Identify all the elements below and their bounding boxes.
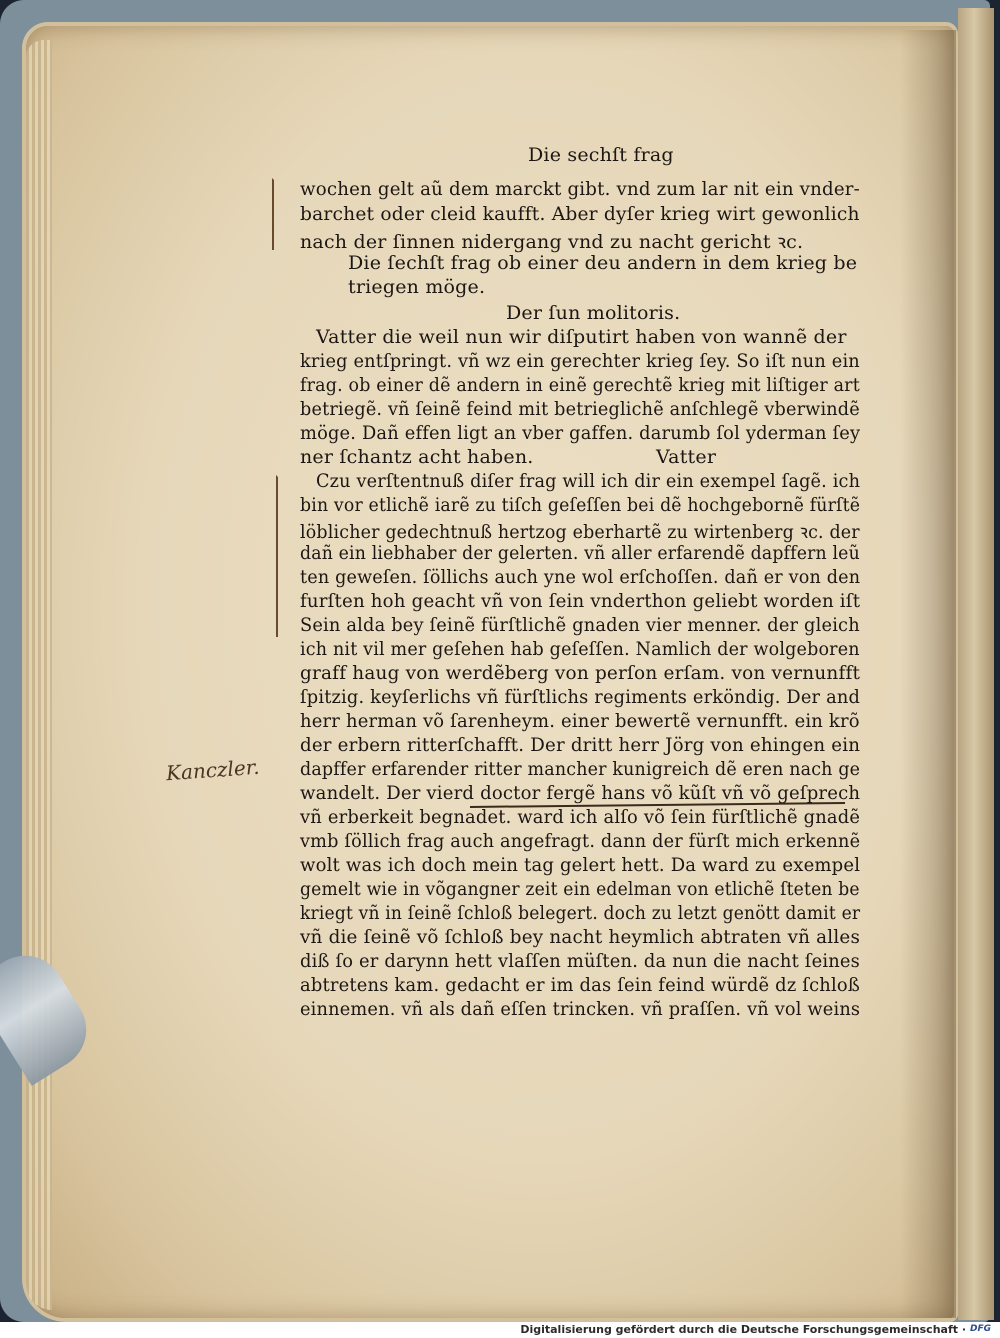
dfg-logo: DFG <box>970 1324 992 1334</box>
text-line: Vatter die weil nun wir diſputirt haben von wannẽ der <box>316 326 847 348</box>
text-line: herr herman võ ſarenheym. einer bewertẽ vernunfft. ein krõ <box>300 710 860 732</box>
text-line: vñ erberkeit begnadet. ward ich alſo võ ſein fürſtlichẽ gnadẽ <box>300 806 861 828</box>
text-line: frag. ob einer dẽ andern in einẽ gerechtẽ krieg mit liſtiger art <box>300 374 860 396</box>
facing-page-edge <box>958 8 994 1320</box>
text-line: barchet oder cleid kaufft. Aber dyſer krieg wirt gewonlich <box>300 203 860 225</box>
margin-note: Kanczler. <box>165 754 261 786</box>
text-line: dañ ein liebhaber der gelerten. vñ aller erfarendẽ dapffern leũ <box>300 542 860 564</box>
text-line: gemelt wie in võgangner zeit ein edelman von etlichẽ ſteten be <box>300 878 860 900</box>
text-line: ner ſchantz acht haben. <box>300 446 534 468</box>
text-line: diß ſo er darynn hett vlaſſen müſten. da nun die nacht ſeines <box>300 950 860 972</box>
text-line: vmb ſöllich frag auch angefragt. dann der fürſt mich erkennẽ <box>300 830 861 852</box>
margin-bracket-middle <box>276 475 286 637</box>
text-line: einnemen. vñ als dañ eſſen trincken. vñ praſſen. vñ vol weins <box>300 998 861 1020</box>
text-line: dapffer erfarender ritter mancher kunigreich dẽ eren nach ge <box>300 758 861 780</box>
text-line: vñ die ſeinẽ võ ſchloß bey nacht heymlich abtraten vñ alles <box>300 926 861 948</box>
speaker-heading: Vatter <box>656 446 717 468</box>
text-line: graff haug von werdẽberg von perſon erſam. von vernunfft <box>300 662 861 684</box>
text-line: Czu verſtentnuß diſer frag will ich dir ein exempel ſagẽ. ich <box>316 470 861 492</box>
funding-credit: Digitalisierung gefördert durch die Deutsche Forschungsgemeinschaft · <box>520 1323 966 1336</box>
text-line: wandelt. Der vierd doctor fergẽ hans võ kũſt vñ võ geſprech <box>300 782 861 804</box>
section-heading: Der ſun molitoris. <box>506 302 681 324</box>
text-line: Sein alda bey ſeinẽ fürſtlichẽ gnaden vier menner. der gleich <box>300 614 860 636</box>
text-line: der erbern ritterſchafft. Der dritt herr Jörg von ehingen ein <box>300 734 861 756</box>
text-line: wochen gelt aũ dem marckt gibt. vnd zum lar nit ein vnder- <box>300 178 860 200</box>
text-line: triegen möge. <box>348 276 486 298</box>
footer-bar <box>0 1322 1000 1338</box>
text-line: ten geweſen. ſöllichs auch yne wol erſchoſſen. dañ er von den <box>300 566 861 588</box>
text-line: wolt was ich doch mein tag gelert hett. Da ward zu exempel <box>300 854 861 876</box>
text-line: abtretens kam. gedacht er im das ſein feind würdẽ dz ſchloß <box>300 974 860 996</box>
text-line: ich nit vil mer geſehen hab geſeſſen. Namlich der wolgeboren <box>300 638 860 660</box>
page-stack-edge <box>26 40 52 1310</box>
text-line: Die ſechſt frag ob einer deu andern in dem krieg be <box>348 252 858 274</box>
text-line: möge. Dañ effen ligt an vber gaffen. darumb ſol yderman ſey <box>300 422 861 444</box>
text-line: löblicher gedechtnuß hertzog eberhartẽ zu wirtenberg ꝛc. der <box>300 521 860 543</box>
text-line: krieg entſpringt. vñ wz ein gerechter krieg ſey. So iſt nun ein <box>300 350 860 372</box>
page-heading: Die sechſt frag <box>528 144 674 166</box>
text-line: betriegẽ. vñ ſeinẽ feind mit betrieglichẽ anſchlegẽ vberwindẽ <box>300 398 860 420</box>
text-line: ſpitzig. keyſerlichs vñ fürſtlichs regiments erköndig. Der and <box>300 686 861 708</box>
text-line: furſten hoh geacht vñ von ſein vnderthon geliebt worden iſt <box>300 590 861 612</box>
gutter-shadow <box>900 30 956 1318</box>
margin-bracket-top <box>272 178 282 250</box>
text-line: kriegt vñ in ſeinẽ ſchloß belegert. doch zu letzt genött damit er <box>300 902 861 924</box>
text-line: nach der ſinnen nidergang vnd zu nacht gericht ꝛc. <box>300 231 804 253</box>
text-line: bin vor etlichẽ iarẽ zu tiſch geſeſſen bei dẽ hochgebornẽ fürſtẽ <box>300 494 861 516</box>
